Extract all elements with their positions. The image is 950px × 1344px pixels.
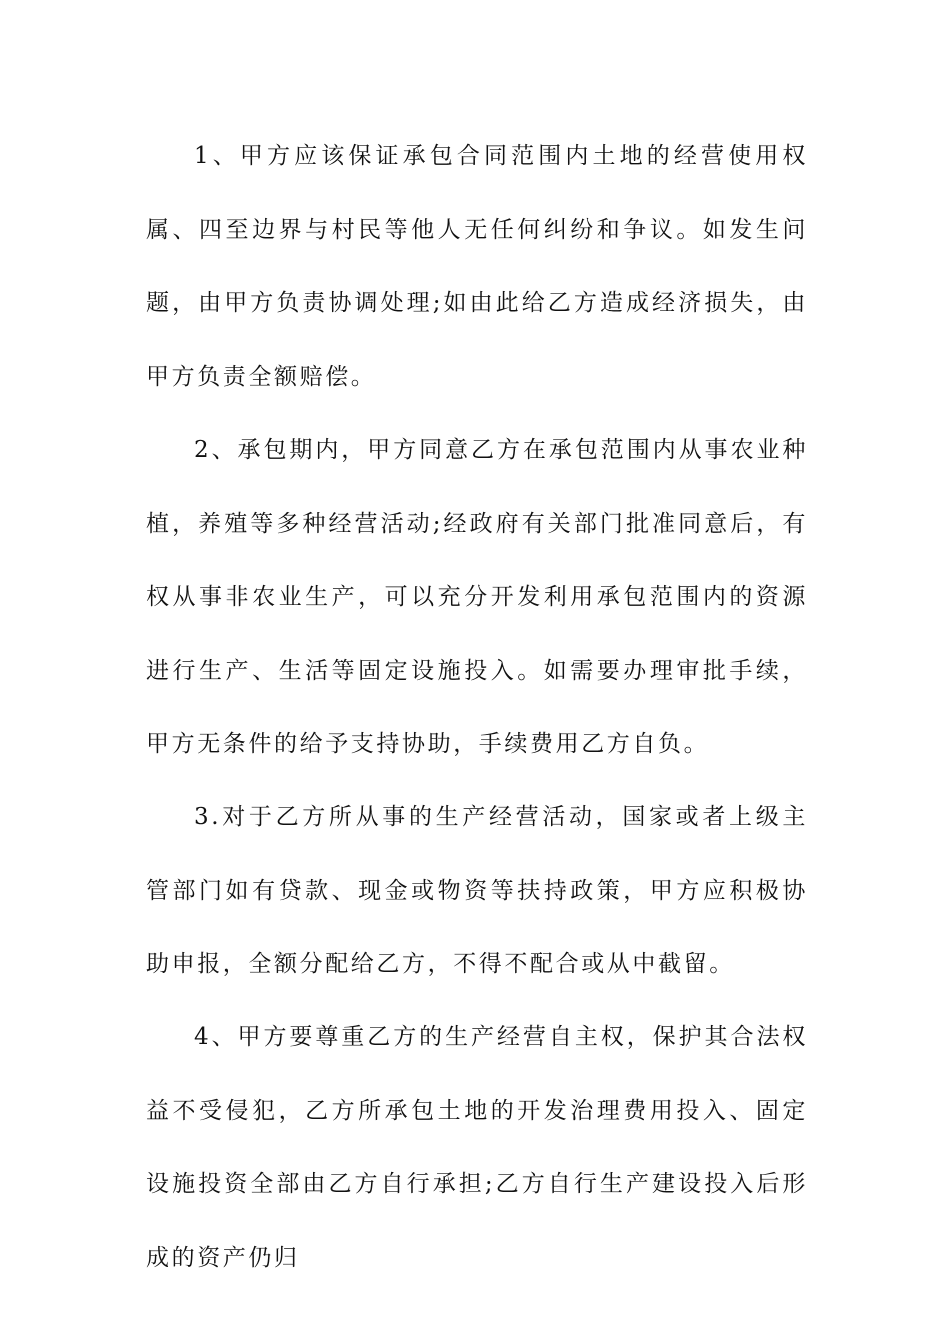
clause-4-paragraph: 4、甲方要尊重乙方的生产经营自主权，保护其合法权益不受侵犯，乙方所承包土地的开发治理费用投入、固定设施投资全部由乙方自行承担;乙方自行生产建设投入后形成的资产仍归 [146, 1024, 808, 1271]
clause-2-paragraph: 2、承包期内，甲方同意乙方在承包范围内从事农业种植，养殖等多种经营活动;经政府有关部门批准同意后，有权从事非农业生产，可以充分开发利用承包范围内的资源进行生产、生活等固定设施投入。如需要办理审批手续，甲方无条件的给予支持协助，手续费用乙方自负。 [146, 437, 808, 757]
clause-1-paragraph: 1、甲方应该保证承包合同范围内土地的经营使用权属、四至边界与村民等他人无任何纠纷和争议。如发生问题，由甲方负责协调处理;如由此给乙方造成经济损失，由甲方负责全额赔偿。 [146, 143, 808, 390]
clause-3-paragraph: 3.对于乙方所从事的生产经营活动，国家或者上级主管部门如有贷款、现金或物资等扶持政策，甲方应积极协助申报，全额分配给乙方，不得不配合或从中截留。 [146, 804, 808, 977]
